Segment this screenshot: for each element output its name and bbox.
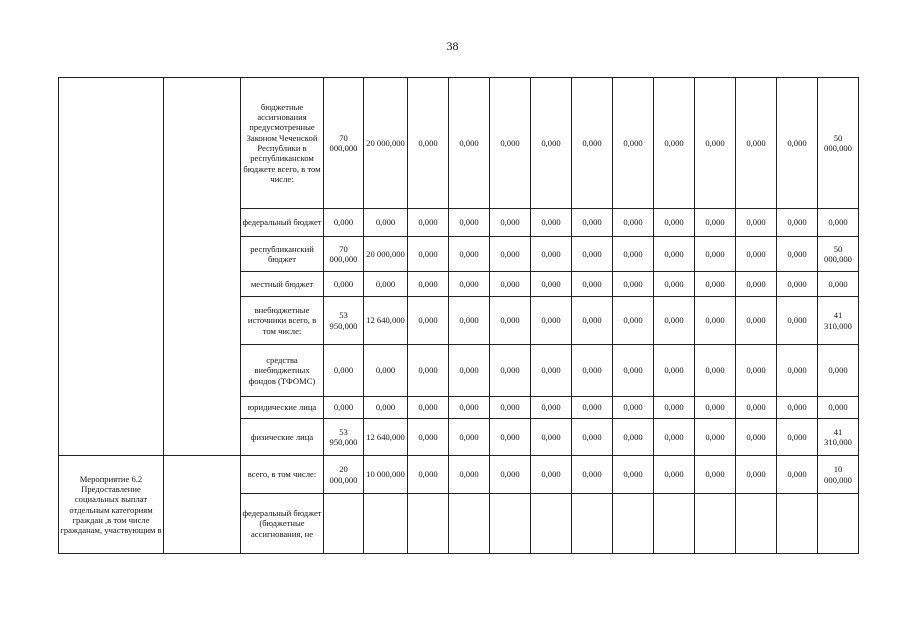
total-value: 0,000: [324, 397, 364, 419]
year-value: 0,000: [777, 397, 818, 419]
year-value: 0,000: [490, 397, 531, 419]
year-value: [613, 494, 654, 554]
year-value: 0,000: [654, 78, 695, 209]
total-value: 70 000,000: [324, 78, 364, 209]
year-value: 0,000: [818, 345, 859, 397]
year-value: 0,000: [654, 345, 695, 397]
total-value: 53 950,000: [324, 297, 364, 345]
year-value: 0,000: [531, 397, 572, 419]
year-value: 0,000: [572, 345, 613, 397]
year-value: 0,000: [364, 209, 408, 237]
total-value: 20 000,000: [324, 456, 364, 494]
year-value: 0,000: [613, 237, 654, 272]
year-value: 0,000: [695, 237, 736, 272]
year-value: 0,000: [490, 78, 531, 209]
year-value: 0,000: [531, 272, 572, 297]
year-value: 0,000: [736, 456, 777, 494]
year-value: 0,000: [613, 419, 654, 456]
year-value: 0,000: [777, 78, 818, 209]
year-value: 0,000: [531, 209, 572, 237]
funding-source-label: физические лица: [241, 419, 324, 456]
total-value: 0,000: [324, 209, 364, 237]
year-value: 0,000: [531, 419, 572, 456]
year-value: [572, 494, 613, 554]
year-value: 0,000: [654, 272, 695, 297]
year-value: 0,000: [736, 78, 777, 209]
year-value: [408, 494, 449, 554]
year-value: 0,000: [490, 272, 531, 297]
year-value: 0,000: [818, 272, 859, 297]
funding-source-label: внебюджетные источники всего, в том числе:: [241, 297, 324, 345]
year-value: 0,000: [531, 78, 572, 209]
year-value: [449, 494, 490, 554]
year-value: 0,000: [613, 78, 654, 209]
year-value: 0,000: [490, 345, 531, 397]
year-value: 0,000: [695, 397, 736, 419]
year-value: 0,000: [695, 297, 736, 345]
total-value: 0,000: [324, 345, 364, 397]
year-value: 0,000: [777, 345, 818, 397]
table-row: [59, 78, 859, 209]
year-value: 0,000: [408, 237, 449, 272]
budget-table: [58, 77, 859, 554]
year-value: 0,000: [531, 456, 572, 494]
year-value: 50 000,000: [818, 78, 859, 209]
year-value: 0,000: [777, 456, 818, 494]
year-value: 0,000: [654, 209, 695, 237]
year-value: 0,000: [736, 272, 777, 297]
year-value: 0,000: [736, 209, 777, 237]
year-value: 0,000: [777, 237, 818, 272]
empty-cell: [164, 456, 241, 554]
year-value: [695, 494, 736, 554]
year-value: 12 640,000: [364, 419, 408, 456]
year-value: 0,000: [490, 419, 531, 456]
year-value: 0,000: [449, 209, 490, 237]
year-value: 0,000: [695, 345, 736, 397]
year-value: 0,000: [531, 345, 572, 397]
year-value: 0,000: [531, 237, 572, 272]
year-value: [654, 494, 695, 554]
year-value: 0,000: [613, 456, 654, 494]
year-value: 0,000: [695, 78, 736, 209]
year-value: 0,000: [654, 237, 695, 272]
year-value: 0,000: [613, 209, 654, 237]
year-value: 0,000: [572, 397, 613, 419]
year-value: 0,000: [654, 419, 695, 456]
year-value: 0,000: [654, 297, 695, 345]
year-value: 0,000: [736, 397, 777, 419]
year-value: 0,000: [408, 209, 449, 237]
year-value: 0,000: [408, 419, 449, 456]
year-value: 0,000: [736, 237, 777, 272]
activity-description: Мероприятие 6.2 Предоставление социальных выплат отдельным категориям граждан ,в том числе гражданам, участвующим в: [59, 456, 164, 554]
total-value: 70 000,000: [324, 237, 364, 272]
year-value: 0,000: [449, 297, 490, 345]
year-value: [364, 494, 408, 554]
year-value: 0,000: [490, 456, 531, 494]
funding-source-label: федеральный бюджет (бюджетные ассигнования, не: [241, 494, 324, 554]
year-value: 0,000: [449, 456, 490, 494]
year-value: 0,000: [490, 297, 531, 345]
empty-cell: [164, 78, 241, 456]
year-value: 0,000: [572, 272, 613, 297]
funding-source-label: республиканский бюджет: [241, 237, 324, 272]
year-value: 0,000: [818, 209, 859, 237]
year-value: 20 000,000: [364, 237, 408, 272]
total-value: 0,000: [324, 272, 364, 297]
year-value: 0,000: [408, 272, 449, 297]
total-value: 53 950,000: [324, 419, 364, 456]
year-value: 20 000,000: [364, 78, 408, 209]
year-value: [777, 494, 818, 554]
year-value: 0,000: [613, 297, 654, 345]
year-value: 0,000: [449, 345, 490, 397]
year-value: 0,000: [654, 397, 695, 419]
year-value: 0,000: [408, 456, 449, 494]
year-value: 0,000: [695, 456, 736, 494]
year-value: [818, 494, 859, 554]
year-value: 0,000: [613, 397, 654, 419]
year-value: 0,000: [364, 345, 408, 397]
year-value: 0,000: [449, 237, 490, 272]
year-value: 0,000: [736, 419, 777, 456]
year-value: 0,000: [364, 397, 408, 419]
total-value: [324, 494, 364, 554]
year-value: 0,000: [408, 78, 449, 209]
year-value: 0,000: [613, 272, 654, 297]
page-number: 38: [446, 39, 459, 53]
year-value: 0,000: [777, 272, 818, 297]
year-value: 0,000: [449, 419, 490, 456]
year-value: 0,000: [408, 397, 449, 419]
empty-cell: [59, 78, 164, 456]
year-value: 0,000: [408, 345, 449, 397]
year-value: 0,000: [449, 272, 490, 297]
year-value: 0,000: [777, 297, 818, 345]
year-value: 0,000: [572, 456, 613, 494]
year-value: 50 000,000: [818, 237, 859, 272]
year-value: 0,000: [572, 78, 613, 209]
funding-source-label: бюджетные ассигнования предусмотренные Законом Чеченской Республики в республиканском бюджете всего, в том числе:: [241, 78, 324, 209]
year-value: 0,000: [777, 209, 818, 237]
year-value: [531, 494, 572, 554]
year-value: 0,000: [654, 456, 695, 494]
year-value: 0,000: [490, 209, 531, 237]
year-value: 0,000: [572, 297, 613, 345]
year-value: [736, 494, 777, 554]
year-value: 12 640,000: [364, 297, 408, 345]
year-value: 0,000: [572, 209, 613, 237]
table-row: [59, 456, 859, 494]
year-value: 41 310,000: [818, 419, 859, 456]
year-value: 0,000: [695, 272, 736, 297]
year-value: 0,000: [695, 419, 736, 456]
year-value: 0,000: [449, 397, 490, 419]
year-value: 0,000: [818, 397, 859, 419]
year-value: 10 000,000: [818, 456, 859, 494]
year-value: 0,000: [736, 345, 777, 397]
year-value: [490, 494, 531, 554]
year-value: 0,000: [777, 419, 818, 456]
funding-source-label: местный бюджет: [241, 272, 324, 297]
year-value: 0,000: [408, 297, 449, 345]
funding-source-label: юридические лица: [241, 397, 324, 419]
year-value: 0,000: [695, 209, 736, 237]
year-value: 0,000: [736, 297, 777, 345]
year-value: 0,000: [490, 237, 531, 272]
year-value: 0,000: [449, 78, 490, 209]
year-value: 0,000: [572, 419, 613, 456]
funding-source-label: всего, в том числе:: [241, 456, 324, 494]
year-value: 41 310,000: [818, 297, 859, 345]
year-value: 0,000: [364, 272, 408, 297]
year-value: 0,000: [531, 297, 572, 345]
year-value: 10 000,000: [364, 456, 408, 494]
year-value: 0,000: [613, 345, 654, 397]
year-value: 0,000: [572, 237, 613, 272]
funding-source-label: федеральный бюджет: [241, 209, 324, 237]
funding-source-label: средства внебюджетных фондов (ТФОМС): [241, 345, 324, 397]
